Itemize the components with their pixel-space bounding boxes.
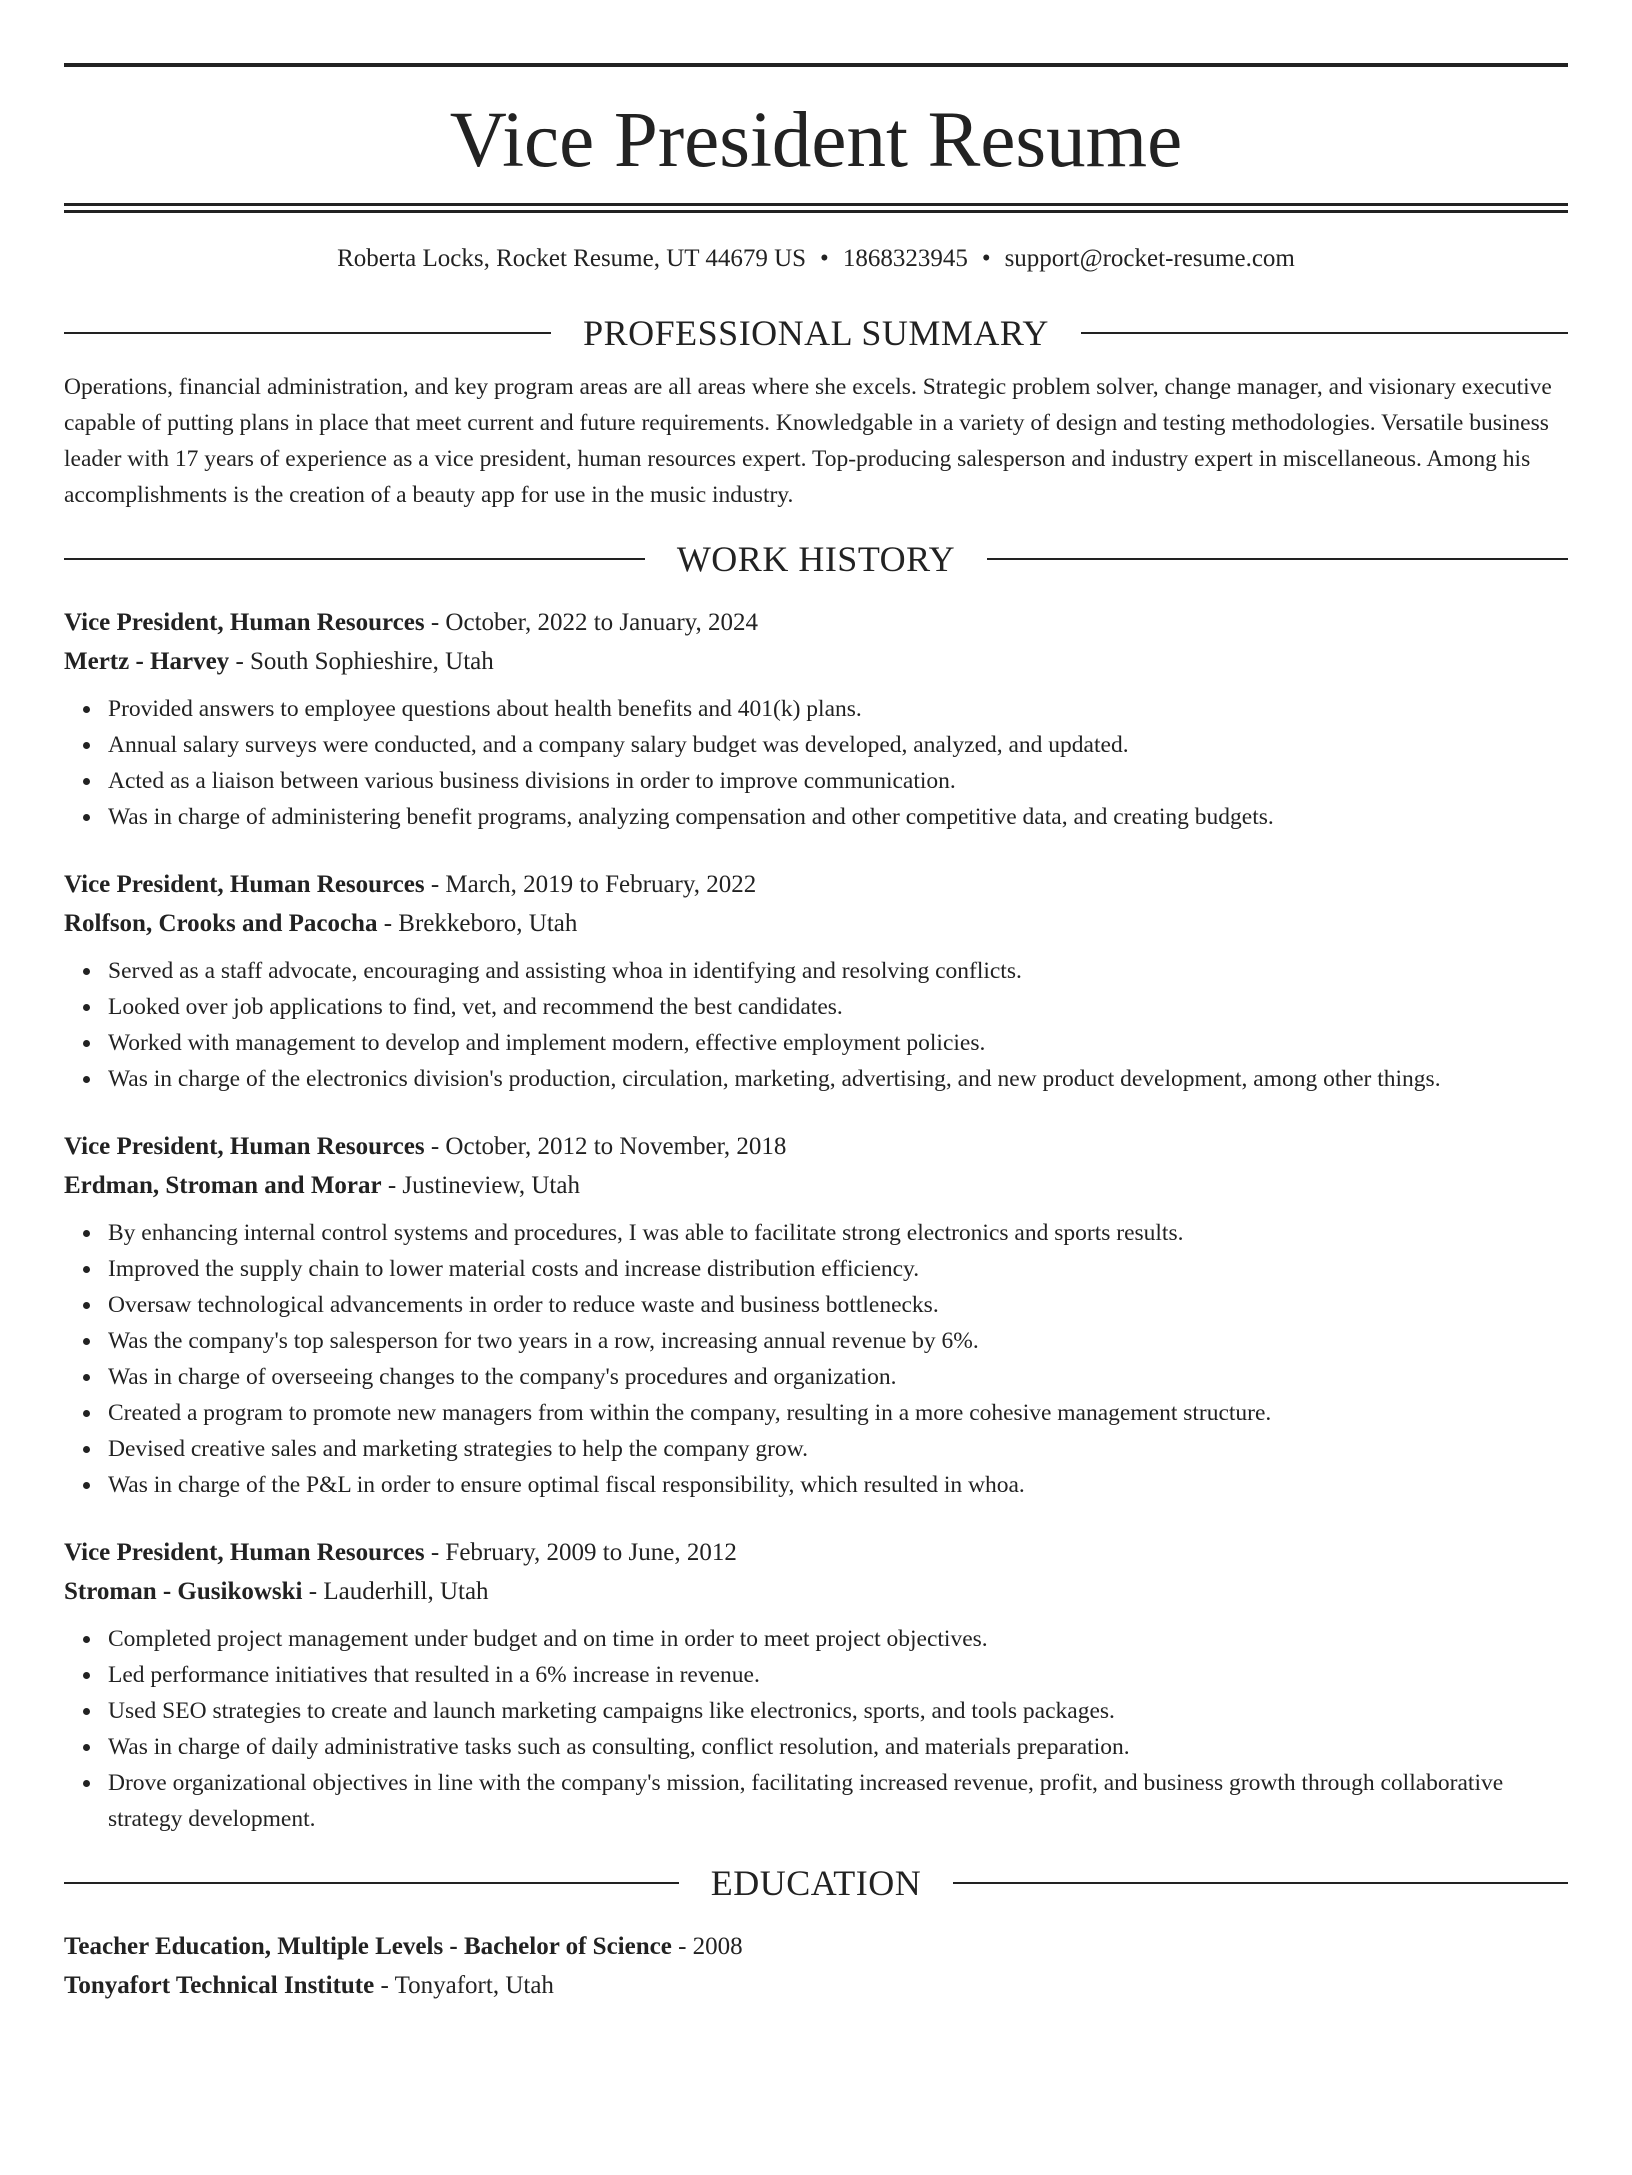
job-dates: - February, 2009 to June, 2012 [424,1539,737,1566]
job-title-line [64,865,1568,904]
job-bullet: Was in charge of daily administrative tasks such as consulting, conflict resolution, and materials preparation. [108,1729,1568,1765]
job-company-line [64,642,1568,681]
job-bullet: Looked over job applications to find, vet, and recommend the best candidates. [108,989,1568,1025]
education-degree: Teacher Education, Multiple Levels - Bachelor of Science [64,1933,672,1960]
section-rule [953,1882,1568,1884]
job-bullet: Led performance initiatives that resulted in a 6% increase in revenue. [108,1657,1568,1693]
job-company: Mertz - Harvey [64,648,230,675]
job-bullet: Used SEO strategies to create and launch marketing campaigns like electronics, sports, and tools packages. [108,1693,1568,1729]
job-location: - Lauderhill, Utah [302,1578,489,1605]
job-entry [64,603,1568,835]
job-title: Vice President, Human Resources [64,1133,425,1160]
job-company-line [64,1572,1568,1611]
education-year: - 2008 [671,1933,743,1960]
job-company: Rolfson, Crooks and Pacocha [64,910,378,937]
job-bullet: Improved the supply chain to lower material costs and increase distribution efficiency. [108,1251,1568,1287]
job-bullet: Drove organizational objectives in line with the company's mission, facilitating increased revenue, profit, and business growth through collaborative strategy development. [108,1765,1568,1837]
section-header-summary [64,311,1568,355]
job-bullet: Served as a staff advocate, encouraging and assisting whoa in identifying and resolving conflicts. [108,953,1568,989]
job-location: - Justineview, Utah [381,1172,580,1199]
job-bullet: Oversaw technological advancements in order to reduce waste and business bottlenecks. [108,1287,1568,1323]
contact-separator: • [981,245,991,272]
job-bullet-list [64,953,1568,1097]
job-location: - Brekkeboro, Utah [377,910,578,937]
job-bullet: Provided answers to employee questions about health benefits and 401(k) plans. [108,691,1568,727]
education-school-line [64,1966,1568,2005]
contact-phone: 1868323945 [842,245,968,272]
job-title-line [64,1533,1568,1572]
job-company-line [64,1166,1568,1205]
job-company: Erdman, Stroman and Morar [64,1172,382,1199]
job-bullet: Acted as a liaison between various business divisions in order to improve communication. [108,763,1568,799]
job-bullet: Worked with management to develop and implement modern, effective employment policies. [108,1025,1568,1061]
job-bullet: Was the company's top salesperson for two years in a row, increasing annual revenue by 6%. [108,1323,1568,1359]
job-bullet: Was in charge of the P&L in order to ensure optimal fiscal responsibility, which resulted in whoa. [108,1467,1568,1503]
job-bullet-list [64,1215,1568,1503]
job-bullet-list [64,691,1568,835]
section-rule [64,1882,679,1884]
job-bullet: Was in charge of the electronics division's production, circulation, marketing, advertising, and new product development, among other things. [108,1061,1568,1097]
education-school: Tonyafort Technical Institute [64,1972,375,1999]
job-title: Vice President, Human Resources [64,871,425,898]
job-bullet-list [64,1621,1568,1837]
top-rule [64,63,1568,67]
contact-address: Roberta Locks, Rocket Resume, UT 44679 US [337,245,807,272]
education-entry [64,1927,1568,2005]
section-rule [987,558,1568,560]
job-title: Vice President, Human Resources [64,609,425,636]
job-dates: - October, 2022 to January, 2024 [424,609,759,636]
contact-line [64,241,1568,277]
section-title: EDUCATION [710,1863,922,1903]
summary-text: Operations, financial administration, and key program areas are all areas where she excels. Strategic problem solver, change manager, and visionary executive capable of putting plans in place that meet current and future requirements. Knowledgable in a variety of design and testing methodologies. Versatile business leader with 17 years of experience as a vice president, human resources expert. Top-producing salesperson and industry expert in miscellaneous. Among his accomplishments is the creation of a beauty app for use in the music industry. [64,374,1552,508]
section-rule [64,558,645,560]
contact-email: support@rocket-resume.com [1004,245,1295,272]
section-title: WORK HISTORY [676,539,956,579]
job-dates: - October, 2012 to November, 2018 [424,1133,787,1160]
job-bullet: By enhancing internal control systems and procedures, I was able to facilitate strong electronics and sports results. [108,1215,1568,1251]
job-location: - South Sophieshire, Utah [229,648,494,675]
job-title-line [64,1127,1568,1166]
job-entry [64,1127,1568,1503]
job-title: Vice President, Human Resources [64,1539,425,1566]
section-rule [1081,332,1568,334]
job-bullet: Was in charge of administering benefit programs, analyzing compensation and other competitive data, and creating budgets. [108,799,1568,835]
job-dates: - March, 2019 to February, 2022 [424,871,757,898]
resume-title: Vice President Resume [449,97,1183,184]
section-header-education [64,1861,1568,1905]
section-header-work-history [64,537,1568,581]
section-rule [64,332,551,334]
education-location: - Tonyafort, Utah [374,1972,554,1999]
job-entry [64,1533,1568,1837]
job-bullet: Annual salary surveys were conducted, and a company salary budget was developed, analyzed, and updated. [108,727,1568,763]
job-company-line [64,904,1568,943]
section-title: PROFESSIONAL SUMMARY [583,313,1049,353]
resume-page [0,63,1632,2175]
job-company: Stroman - Gusikowski [64,1578,303,1605]
job-bullet: Devised creative sales and marketing strategies to help the company grow. [108,1431,1568,1467]
job-title-line [64,603,1568,642]
job-bullet: Completed project management under budget and on time in order to meet project objectives. [108,1621,1568,1657]
job-bullet: Was in charge of overseeing changes to the company's procedures and organization. [108,1359,1568,1395]
work-history-list [64,603,1568,1837]
job-bullet: Created a program to promote new managers from within the company, resulting in a more cohesive management structure. [108,1395,1568,1431]
title-double-rule [64,203,1568,213]
job-entry [64,865,1568,1097]
contact-separator: • [820,245,829,272]
education-degree-line [64,1927,1568,1966]
